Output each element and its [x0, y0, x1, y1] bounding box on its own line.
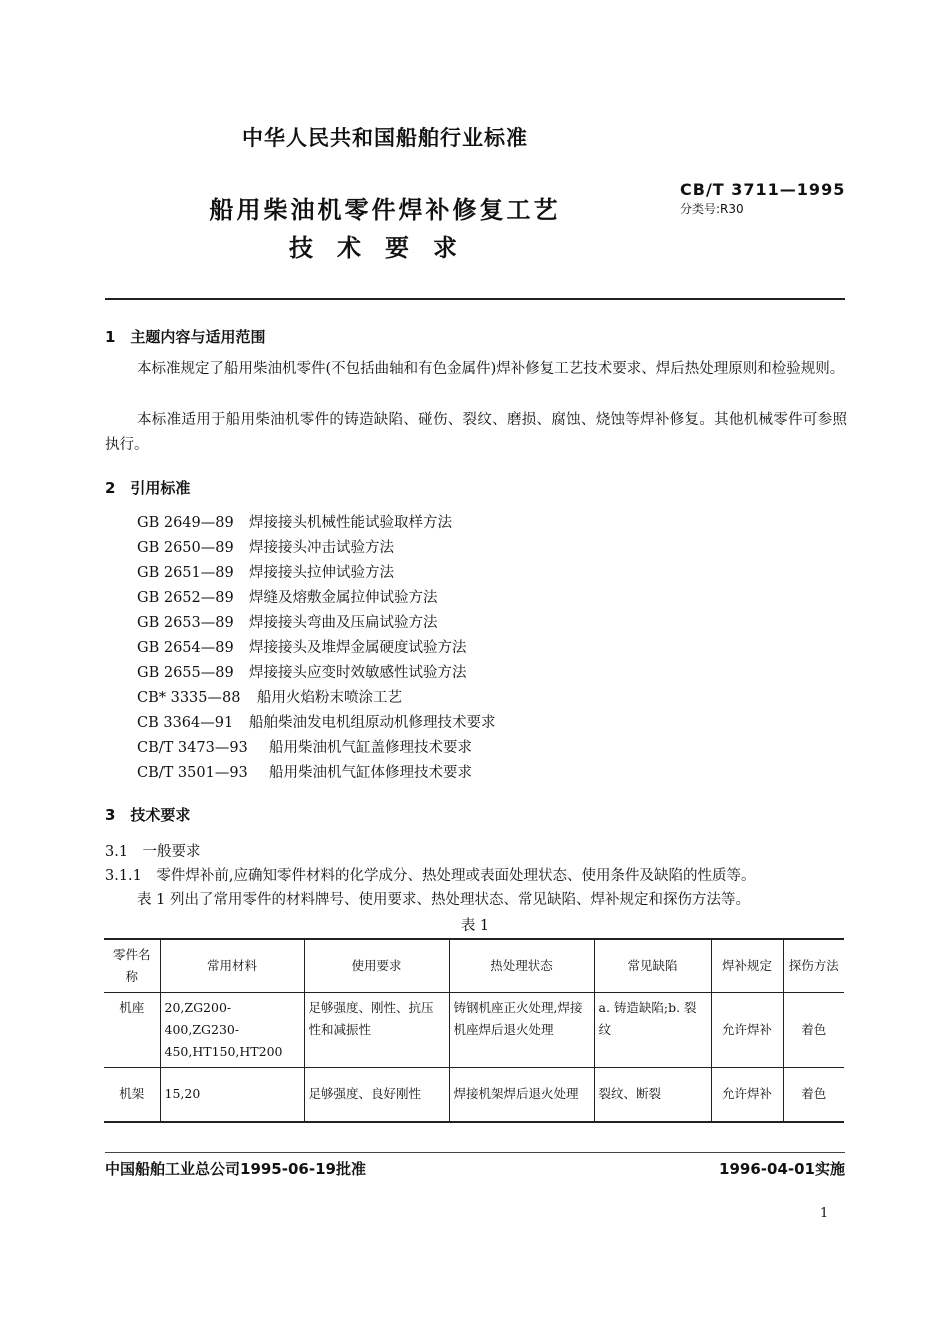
header-part: 零件名称 — [104, 939, 160, 993]
header-use: 使用要求 — [304, 939, 449, 993]
reference-title: 船用火焰粉末喷涂工艺 — [257, 690, 402, 706]
cell-defect: 裂纹、断裂 — [594, 1068, 711, 1122]
cell-material: 20,ZG200-400,ZG230-450,HT150,HT200 — [160, 993, 304, 1068]
section-1-paragraph-2: 本标准适用于船用柴油机零件的铸造缺陷、碰伤、裂纹、磨损、腐蚀、烧蚀等焊补修复。其他机械零件可参照执行。 — [105, 412, 847, 453]
cell-defect: a. 铸造缺陷;b. 裂纹 — [594, 993, 711, 1068]
cell-weld-rule: 允许焊补 — [711, 993, 783, 1068]
cell-part: 机座 — [104, 993, 160, 1068]
reference-code: GB 2653—89 — [137, 615, 234, 631]
reference-item — [137, 511, 496, 536]
reference-code: GB 2652—89 — [137, 590, 234, 606]
reference-title: 焊接接头冲击试验方法 — [249, 540, 394, 556]
reference-code: GB 2651—89 — [137, 565, 234, 581]
cell-part: 机架 — [104, 1068, 160, 1122]
reference-code: GB 2654—89 — [137, 640, 234, 656]
table-row — [104, 993, 844, 1068]
header-weld-rule: 焊补规定 — [711, 939, 783, 993]
org-header: 中华人民共和国船舶行业标准 — [242, 126, 528, 150]
page-number: 1 — [820, 1206, 829, 1221]
reference-item — [137, 636, 496, 661]
reference-code: CB/T 3473—93 — [137, 740, 248, 756]
reference-title: 焊接接头拉伸试验方法 — [249, 565, 394, 581]
reference-item — [137, 536, 496, 561]
header-heat-treatment: 热处理状态 — [449, 939, 594, 993]
clause-3-1-1: 3.1.1 零件焊补前,应确知零件材料的化学成分、热处理或表面处理状态、使用条件及缺陷的性质等。 — [105, 868, 756, 884]
reference-code: GB 2649—89 — [137, 515, 234, 531]
reference-title: 焊缝及熔敷金属拉伸试验方法 — [249, 590, 438, 606]
document-title: 船用柴油机零件焊补修复工艺 — [209, 196, 561, 224]
cell-weld-rule: 允许焊补 — [711, 1068, 783, 1122]
reference-title: 焊接接头应变时效敏感性试验方法 — [249, 665, 467, 681]
cell-heat-treatment: 焊接机架焊后退火处理 — [449, 1068, 594, 1122]
cell-inspection: 着色 — [783, 1068, 844, 1122]
cell-heat-treatment: 铸钢机座正火处理,焊接机座焊后退火处理 — [449, 993, 594, 1068]
reference-item — [137, 661, 496, 686]
cell-material: 15,20 — [160, 1068, 304, 1122]
reference-title: 船用柴油机气缸盖修理技术要求 — [269, 740, 472, 756]
reference-code: GB 2655—89 — [137, 665, 234, 681]
reference-item — [137, 586, 496, 611]
reference-title: 焊接接头及堆焊金属硬度试验方法 — [249, 640, 467, 656]
effective-date: 1996-04-01实施 — [719, 1160, 845, 1178]
cell-use: 足够强度、良好刚性 — [304, 1068, 449, 1122]
reference-item — [137, 611, 496, 636]
header-inspection: 探伤方法 — [783, 939, 844, 993]
reference-item — [137, 736, 496, 761]
footer-rule — [105, 1152, 845, 1153]
header-rule — [105, 298, 845, 300]
document-subtitle: 技术要求 — [289, 234, 481, 262]
reference-item — [137, 686, 496, 711]
reference-item — [137, 711, 496, 736]
header-defect: 常见缺陷 — [594, 939, 711, 993]
section-2-title: 2 引用标准 — [105, 479, 191, 497]
reference-item — [137, 761, 496, 786]
reference-title: 船用柴油机气缸体修理技术要求 — [269, 765, 472, 781]
classification-code: 分类号:R30 — [680, 202, 744, 216]
table-1-caption: 表 1 — [460, 918, 490, 934]
subsection-3-1: 3.1 一般要求 — [105, 844, 201, 860]
reference-code: CB/T 3501—93 — [137, 765, 248, 781]
reference-title: 焊接接头弯曲及压扁试验方法 — [249, 615, 438, 631]
clause-3-1-1-continuation: 表 1 列出了常用零件的材料牌号、使用要求、热处理状态、常见缺陷、焊补规定和探伤方法等。 — [137, 892, 750, 908]
reference-item — [137, 561, 496, 586]
section-1-title: 1 主题内容与适用范围 — [105, 328, 266, 346]
reference-title: 船舶柴油发电机组原动机修理技术要求 — [249, 715, 496, 731]
header-material: 常用材料 — [160, 939, 304, 993]
table-1 — [104, 938, 844, 1123]
table-header-row — [104, 939, 844, 993]
reference-list — [137, 511, 496, 786]
cell-use: 足够强度、刚性、抗压性和减振性 — [304, 993, 449, 1068]
reference-title: 焊接接头机械性能试验取样方法 — [249, 515, 452, 531]
reference-code: GB 2650—89 — [137, 540, 234, 556]
approval-statement: 中国船舶工业总公司1995-06-19批准 — [105, 1160, 366, 1178]
reference-code: CB 3364—91 — [137, 715, 234, 731]
standard-code: CB/T 3711—1995 — [680, 180, 846, 199]
section-3-title: 3 技术要求 — [105, 806, 191, 824]
cell-inspection: 着色 — [783, 993, 844, 1068]
reference-code: CB* 3335—88 — [137, 690, 241, 706]
section-1-paragraph-1: 本标准规定了船用柴油机零件(不包括曲轴和有色金属件)焊补修复工艺技术要求、焊后热处理原则和检验规则。 — [137, 361, 845, 377]
table-row — [104, 1068, 844, 1122]
